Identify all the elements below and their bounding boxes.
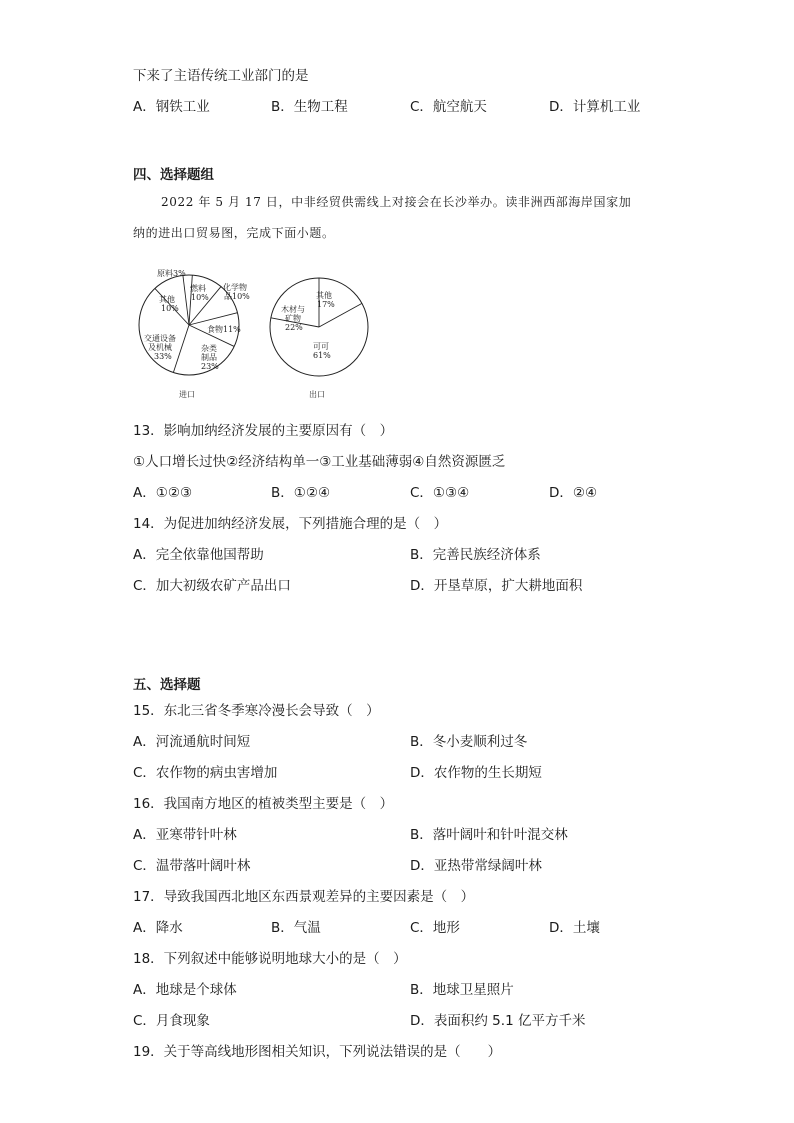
option-d: D．表面积约 5.1 亿平方千米 (410, 1013, 586, 1029)
option-b: B．地球卫星照片 (410, 982, 514, 998)
option-b: B．落叶阔叶和针叶混交林 (410, 827, 568, 843)
option-a: A．降水 (133, 920, 183, 936)
option-a: A．河流通航时间短 (133, 734, 251, 750)
option-d: D．②④ (549, 485, 598, 501)
question-16-stem: 16．我国南方地区的植被类型主要是（ ） (133, 796, 394, 812)
import-label-misc: 杂类 (201, 344, 217, 353)
import-label-fuel: 燃料 (190, 284, 206, 293)
import-label-other: 其他 (159, 295, 175, 304)
export-label-wood: 木材与 (281, 305, 305, 314)
import-label-chem: 化学物 (223, 283, 247, 292)
export-label-wood-pct: 22% (285, 323, 303, 332)
option-c: C．温带落叶阔叶林 (133, 858, 251, 874)
question-17-stem: 17．导致我国西北地区东西景观差异的主要因素是（ ） (133, 889, 475, 905)
question-13-stem: 13．影响加纳经济发展的主要原因有（ ） (133, 423, 394, 439)
option-a: A．①②③ (133, 485, 193, 501)
passage-text: 纳的进出口贸易图，完成下面小题。 (133, 226, 335, 240)
option-b: B．冬小麦顺利过冬 (410, 734, 528, 750)
import-label-raw: 原料3% (157, 269, 186, 278)
export-label-cocoa: 可可 (313, 342, 329, 351)
question-19-stem: 19．关于等高线地形图相关知识，下列说法错误的是（ ） (133, 1044, 502, 1060)
option-d: D．亚热带常绿阔叶林 (410, 858, 542, 874)
export-label-cocoa-pct: 61% (313, 351, 331, 360)
export-label-wood2: 矿物 (285, 314, 301, 323)
option-a: A．亚寒带针叶林 (133, 827, 237, 843)
pie-charts-svg (135, 263, 375, 403)
import-title: 进口 (179, 390, 195, 399)
option-a: A．地球是个球体 (133, 982, 237, 998)
option-d: D．计算机工业 (549, 99, 641, 115)
question-14-stem: 14．为促进加纳经济发展，下列措施合理的是（ ） (133, 516, 448, 532)
export-label-other-pct: 17% (317, 300, 335, 309)
question-18-stem: 18．下列叙述中能够说明地球大小的是（ ） (133, 951, 407, 967)
option-b: B．①②④ (271, 485, 331, 501)
import-label-chem-pct: 品10% (224, 292, 250, 301)
option-c: C．地形 (410, 920, 460, 936)
option-d: D．土壤 (549, 920, 600, 936)
import-label-misc-pct: 23% (201, 362, 219, 371)
option-c: C．加大初级农矿产品出口 (133, 578, 291, 594)
option-c: C．①③④ (410, 485, 470, 501)
question-15-stem: 15．东北三省冬季寒冷漫长会导致（ ） (133, 703, 380, 719)
section-heading: 五、选择题 (133, 677, 201, 693)
section-heading: 四、选择题组 (133, 167, 214, 183)
import-label-misc2: 制品 (201, 353, 217, 362)
option-d: D．农作物的生长期短 (410, 765, 542, 781)
question-13-statements: ①人口增长过快②经济结构单一③工业基础薄弱④自然资源匮乏 (133, 454, 506, 470)
import-label-trans-pct: 33% (154, 352, 172, 361)
question-stem-continuation: 下来了主语传统工业部门的是 (133, 68, 309, 84)
trade-pie-charts (135, 263, 375, 403)
passage-text: 2022 年 5 月 17 日，中非经贸供需线上对接会在长沙举办。读非洲西部海岸国家加 (161, 195, 632, 209)
option-a: A．钢铁工业 (133, 99, 210, 115)
option-b: B．完善民族经济体系 (410, 547, 541, 563)
export-title: 出口 (309, 390, 325, 399)
option-c: C．农作物的病虫害增加 (133, 765, 278, 781)
option-a: A．完全依靠他国帮助 (133, 547, 264, 563)
option-b: B．生物工程 (271, 99, 348, 115)
import-label-other-pct: 10% (161, 304, 179, 313)
export-label-other: 其他 (316, 291, 332, 300)
import-label-fuel-pct: 10% (191, 293, 209, 302)
option-c: C．月食现象 (133, 1013, 210, 1029)
option-c: C．航空航天 (410, 99, 487, 115)
import-label-trans2: 及机械 (148, 343, 172, 352)
option-b: B．气温 (271, 920, 321, 936)
import-label-food: 食物11% (207, 325, 241, 334)
option-d: D．开垦草原，扩大耕地面积 (410, 578, 583, 594)
import-label-trans: 交通设备 (144, 334, 176, 343)
